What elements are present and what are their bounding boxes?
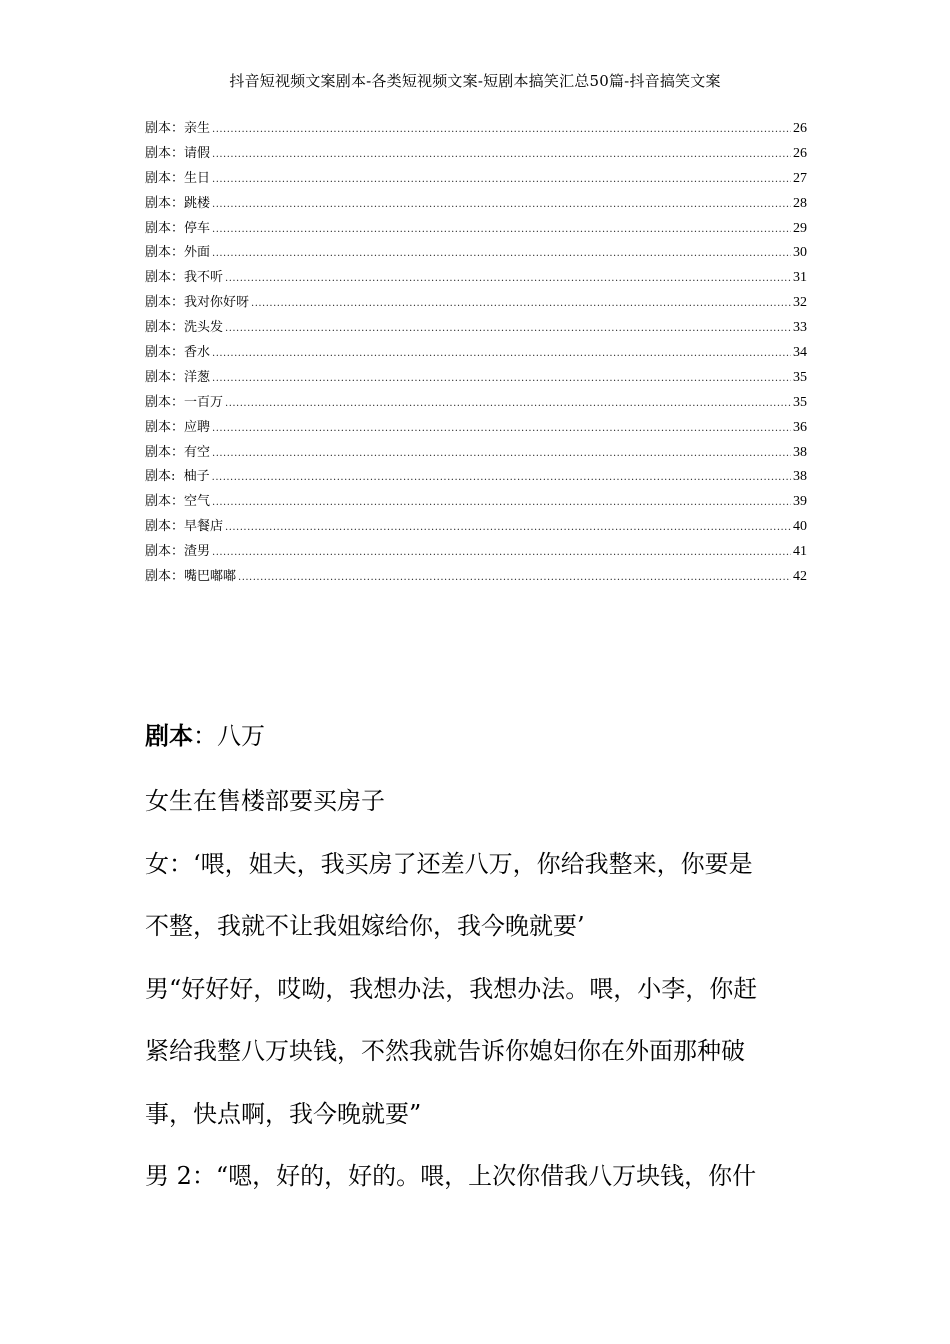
toc-leader-dots [212, 143, 791, 168]
toc-entry[interactable] [145, 291, 807, 316]
toc-entry-title: 剧本：早餐店 [145, 519, 224, 535]
toc-leader-dots [225, 317, 791, 342]
toc-entry-title: 剧本：嘴巴嘟嘟 [145, 569, 237, 585]
toc-leader-dots [212, 367, 791, 392]
toc-entry[interactable] [145, 117, 807, 142]
toc-entry-title: 剧本：请假 [145, 145, 211, 161]
toc-entry-title: 剧本：外面 [145, 245, 211, 261]
toc-entry-title: 剧本：亲生 [145, 121, 211, 136]
toc-entry-title: 剧本：洋葱 [145, 369, 211, 385]
script-name: 八万 [217, 722, 265, 750]
toc-leader-dots [225, 392, 791, 417]
toc-entry[interactable] [145, 142, 807, 167]
script-body [145, 770, 810, 1208]
toc-entry-title: 剧本：生日 [145, 170, 211, 186]
script-line: 女：‘喂，姐夫，我买房了还差八万，你给我整来，你要是 [145, 849, 753, 878]
toc-entry-title: 剧本：一百万 [145, 394, 224, 410]
toc-entry[interactable] [145, 565, 807, 590]
toc-entry[interactable] [145, 241, 807, 266]
toc-entry-title: 剧本：香水 [145, 345, 211, 361]
toc-leader-dots [212, 218, 791, 243]
toc-leader-dots [212, 541, 791, 566]
toc-entry-page: 42 [793, 569, 807, 585]
toc-entry-page: 38 [793, 444, 807, 460]
toc-entry[interactable] [145, 266, 807, 291]
toc-entry-page: 30 [793, 245, 807, 261]
toc-entry-page: 39 [793, 494, 807, 510]
toc-entry-title: 剧本：我不听 [145, 270, 224, 286]
script-line: 男“好好好，哎呦，我想办法，我想办法。喂，小李，你赶 [145, 974, 758, 1003]
toc-entry-title: 剧本: 柚子 [145, 469, 210, 485]
toc-entry[interactable] [145, 441, 807, 466]
toc-entry-title: 剧本：空气 [145, 494, 211, 510]
toc-entry-page: 33 [793, 320, 807, 336]
script-line: 女生在售楼部要买房子 [145, 787, 385, 815]
toc-entry-page: 41 [793, 544, 807, 560]
toc-leader-dots [212, 168, 791, 193]
toc-entry-page: 27 [793, 170, 807, 186]
toc-entry-page: 26 [793, 145, 807, 161]
script-line: 紧给我整八万块钱，不然我就告诉你媳妇你在外面那种破 [145, 1037, 745, 1065]
toc-entry-page: 28 [793, 195, 807, 211]
toc-entry-page: 34 [793, 345, 807, 361]
toc-entry[interactable] [145, 366, 807, 391]
toc-leader-dots [212, 417, 791, 442]
toc-entry-page: 36 [793, 419, 807, 435]
toc-entry-page: 29 [793, 220, 807, 236]
toc-entry-page: 35 [793, 394, 807, 410]
toc-leader-dots [212, 118, 791, 143]
toc-entry-title: 剧本：我对你好呀 [145, 295, 250, 311]
toc-entry[interactable] [145, 341, 807, 366]
toc-leader-dots [251, 292, 791, 317]
script-heading [145, 716, 265, 751]
toc-entry[interactable] [145, 167, 807, 192]
toc-leader-dots [212, 466, 791, 491]
toc-leader-dots [225, 267, 791, 292]
script-label: 剧本 [145, 722, 193, 750]
toc-entry[interactable] [145, 192, 807, 217]
toc-entry[interactable] [145, 316, 807, 341]
toc-entry-title: 剧本：渣男 [145, 544, 211, 560]
toc-leader-dots [212, 491, 791, 516]
toc-entry-page: 35 [793, 369, 807, 385]
toc-entry[interactable] [145, 391, 807, 416]
toc-entry[interactable] [145, 465, 807, 490]
toc-entry[interactable] [145, 416, 807, 441]
toc-entry-page: 38 [793, 469, 807, 485]
toc-entry-title: 剧本：有空 [145, 444, 211, 460]
toc-entry[interactable] [145, 540, 807, 565]
toc-leader-dots [212, 342, 791, 367]
toc-leader-dots [225, 516, 791, 541]
toc-entry-title: 剧本：跳楼 [145, 195, 211, 211]
toc-entry-title: 剧本：停车 [145, 220, 211, 236]
toc-entry-page: 40 [793, 519, 807, 535]
table-of-contents [145, 117, 807, 590]
toc-entry-title: 剧本：应聘 [145, 419, 211, 435]
script-colon: ： [193, 722, 217, 750]
toc-entry-title: 剧本：洗头发 [145, 320, 224, 336]
page-header: 抖音短视频文案剧本-各类短视频文案-短剧本搞笑汇总50篇-抖音搞笑文案 [229, 72, 721, 90]
script-line: 不整，我就不让我姐嫁给你，我今晚就要’ [145, 912, 585, 940]
toc-entry[interactable] [145, 217, 807, 242]
script-line: 男 2：“嗯，好的，好的。喂，上次你借我八万块钱，你什 [145, 1162, 757, 1190]
toc-entry[interactable] [145, 515, 807, 540]
toc-leader-dots [238, 566, 791, 591]
toc-leader-dots [212, 242, 791, 267]
script-line: 事，快点啊，我今晚就要” [145, 1099, 422, 1128]
toc-entry-page: 32 [793, 295, 807, 311]
toc-entry-page: 26 [793, 121, 807, 136]
toc-leader-dots [212, 442, 791, 467]
toc-entry-page: 31 [793, 270, 807, 286]
toc-leader-dots [212, 193, 791, 218]
toc-entry[interactable] [145, 490, 807, 515]
